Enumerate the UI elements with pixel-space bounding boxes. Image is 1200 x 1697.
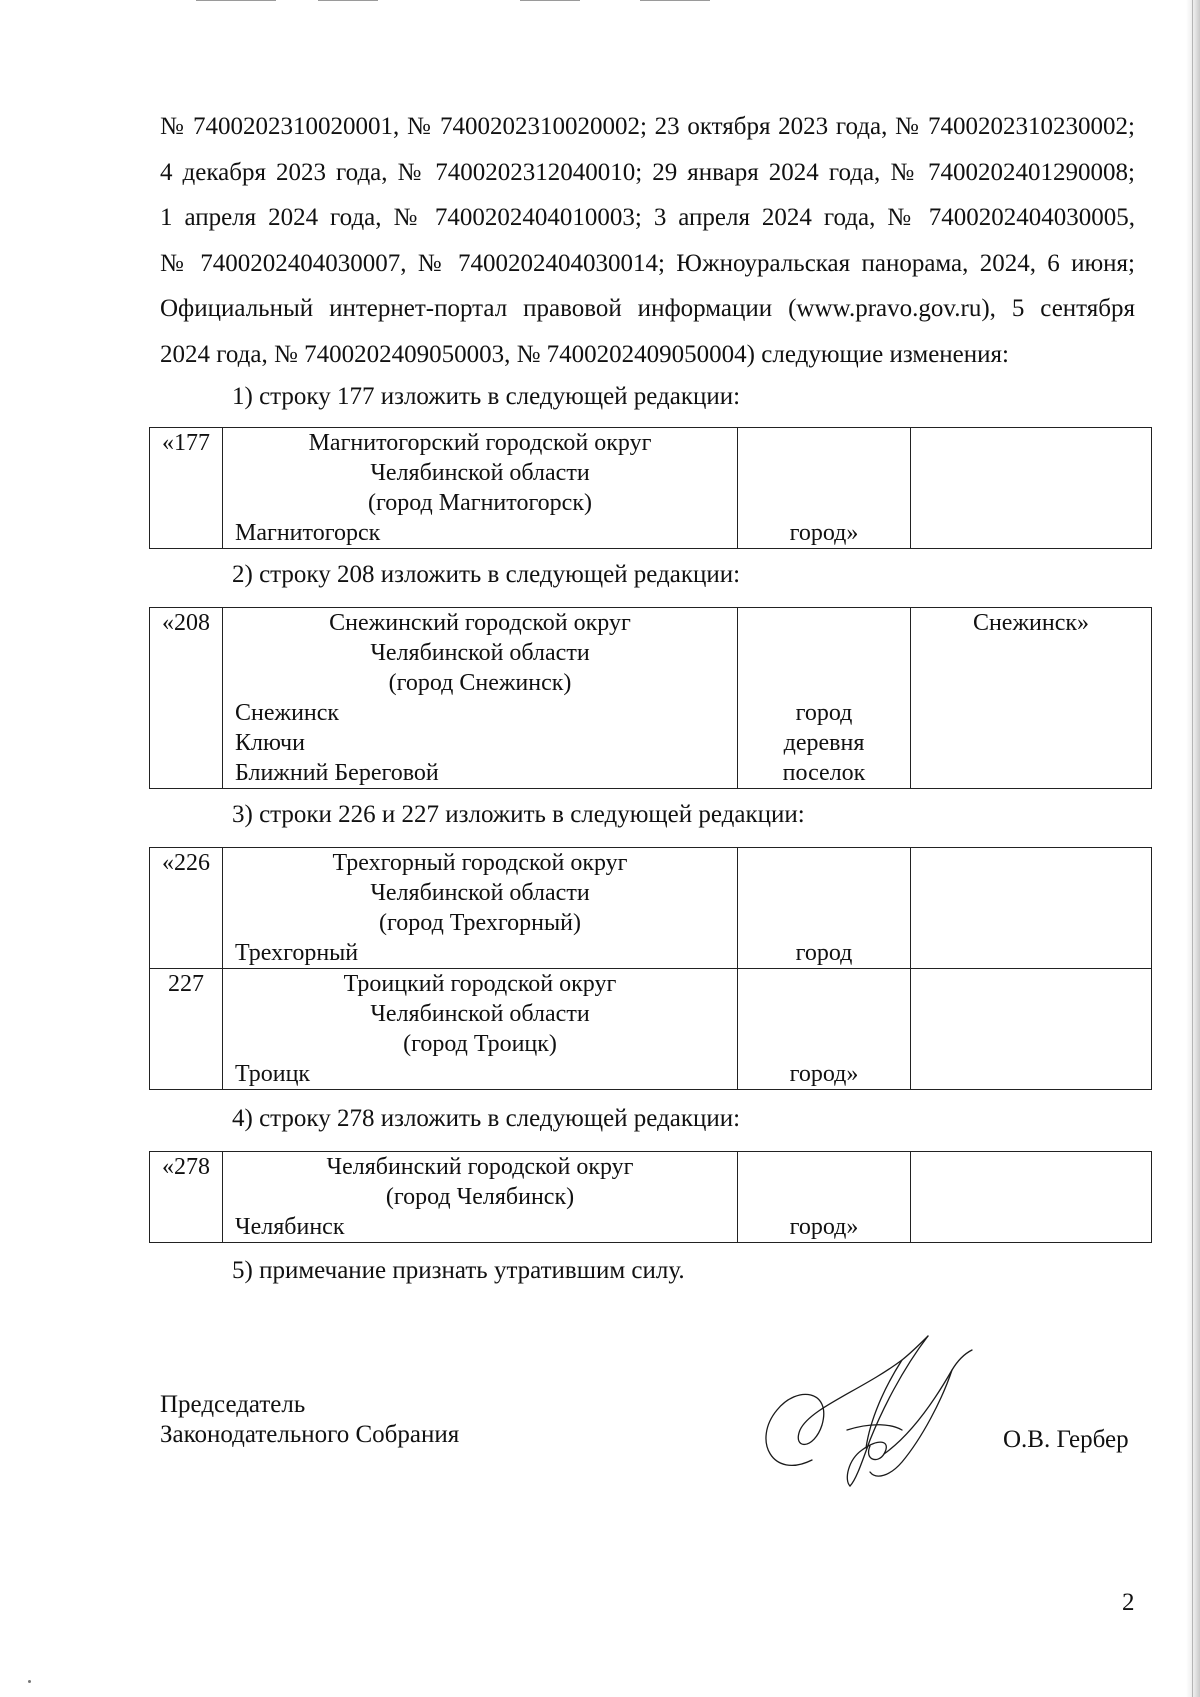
intro-line: № 7400202310020001, № 7400202310020002; 23 октября 2023 года, № 7400202310230002; [160, 113, 1135, 140]
position-line: Председатель [160, 1391, 306, 1418]
extra-value: Снежинск» [972, 610, 1090, 636]
municipality-title: Магнитогорский городской округ [308, 430, 652, 456]
intro-line: № 7400202404030007, № 7400202404030014; Южноуральская панорама, 2024, 6 июня; [160, 249, 1135, 277]
settlement-name: Снежинск [235, 700, 340, 726]
table-row [150, 608, 1152, 789]
scan-speck [28, 1680, 31, 1683]
row-number: «208 [162, 610, 210, 636]
row-number: «278 [162, 1154, 210, 1180]
row-number: 227 [168, 971, 204, 997]
municipality-cell [223, 848, 738, 969]
intro-paragraph [160, 104, 1135, 377]
settlement-name: Трехгорный [235, 940, 359, 966]
row-number: «177 [162, 430, 210, 456]
table-row-208 [149, 607, 1152, 789]
municipality-title: (город Челябинск) [385, 1184, 575, 1210]
table-row-278 [149, 1151, 1152, 1243]
item-5-text: 5) примечание признать утратившим силу. [232, 1257, 685, 1284]
item-2-heading: 2) строку 208 изложить в следующей редакции: [232, 561, 741, 588]
page-number: 2 [1122, 1589, 1135, 1616]
settlement-type: город» [789, 1214, 859, 1240]
settlement-type: город» [789, 520, 859, 546]
signatory-position [160, 1390, 459, 1450]
table-row [150, 969, 1152, 1090]
settlement-type-cell [738, 428, 911, 549]
settlement-name: Магнитогорск [235, 520, 381, 546]
item-4-heading: 4) строку 278 изложить в следующей редакции: [232, 1105, 741, 1132]
municipality-cell [223, 1152, 738, 1243]
table-rows-226-227 [149, 847, 1152, 1090]
settlement-type: деревня [783, 730, 865, 756]
municipality-title: Челябинской области [370, 460, 590, 486]
extra-cell [911, 1152, 1152, 1243]
row-number-cell [150, 969, 223, 1090]
settlement-name: Троицк [235, 1061, 311, 1087]
intro-line: Официальный интернет-портал правовой информации (www.pravo.gov.ru), 5 сентября [160, 295, 1135, 322]
municipality-title: (город Троицк) [403, 1031, 557, 1057]
intro-line: 2024 года, № 7400202409050003, № 7400202409050004) следующие изменения: [160, 340, 1009, 368]
municipality-title: Снежинский городской округ [329, 610, 631, 636]
settlement-type: город» [789, 1061, 859, 1087]
municipality-cell [223, 969, 738, 1090]
table-row [150, 1152, 1152, 1243]
row-number-cell [150, 428, 223, 549]
settlement-type: город [795, 940, 853, 966]
municipality-cell [223, 608, 738, 789]
row-number-cell [150, 1152, 223, 1243]
extra-cell [911, 608, 1152, 789]
settlement-type: поселок [782, 760, 866, 786]
municipality-title: Челябинской области [370, 640, 590, 666]
handwritten-signature [752, 1330, 982, 1490]
table-row [150, 848, 1152, 969]
extra-cell [911, 969, 1152, 1090]
municipality-title: Челябинской области [370, 1001, 590, 1027]
settlement-name: Челябинск [235, 1214, 345, 1240]
municipality-title: (город Трехгорный) [379, 910, 581, 936]
table-row-177 [149, 427, 1152, 549]
settlement-type-cell [738, 848, 911, 969]
table-row [150, 428, 1152, 549]
position-line: Законодательного Собрания [160, 1421, 460, 1448]
row-number: «226 [162, 850, 210, 876]
intro-line: 1 апреля 2024 года, № 7400202404010003; 3 апреля 2024 года, № 7400202404030005, [160, 204, 1135, 231]
settlement-name: Ключи [235, 730, 305, 756]
item-1-heading: 1) строку 177 изложить в следующей редакции: [232, 383, 741, 410]
municipality-title: Челябинской области [370, 880, 590, 906]
scan-right-edge [1186, 0, 1200, 1697]
item-3-heading: 3) строки 226 и 227 изложить в следующей редакции: [232, 801, 805, 828]
settlement-type-cell [738, 1152, 911, 1243]
municipality-title: Челябинский городской округ [326, 1154, 634, 1180]
settlement-type: город [795, 700, 853, 726]
municipality-title: (город Снежинск) [388, 670, 572, 696]
settlement-name: Ближний Береговой [235, 760, 439, 786]
settlement-type-cell [738, 969, 911, 1090]
extra-cell [911, 848, 1152, 969]
scan-top-edge [0, 0, 1200, 2]
intro-line: 4 декабря 2023 года, № 7400202312040010; 29 января 2024 года, № 7400202401290008; [160, 158, 1135, 186]
signatory-name: О.В. Гербер [1003, 1426, 1129, 1453]
municipality-title: Троицкий городской округ [343, 971, 617, 997]
row-number-cell [150, 848, 223, 969]
row-number-cell [150, 608, 223, 789]
settlement-type-cell [738, 608, 911, 789]
extra-cell [911, 428, 1152, 549]
municipality-title: Трехгорный городской округ [332, 850, 628, 876]
municipality-cell [223, 428, 738, 549]
municipality-title: (город Магнитогорск) [367, 490, 592, 516]
